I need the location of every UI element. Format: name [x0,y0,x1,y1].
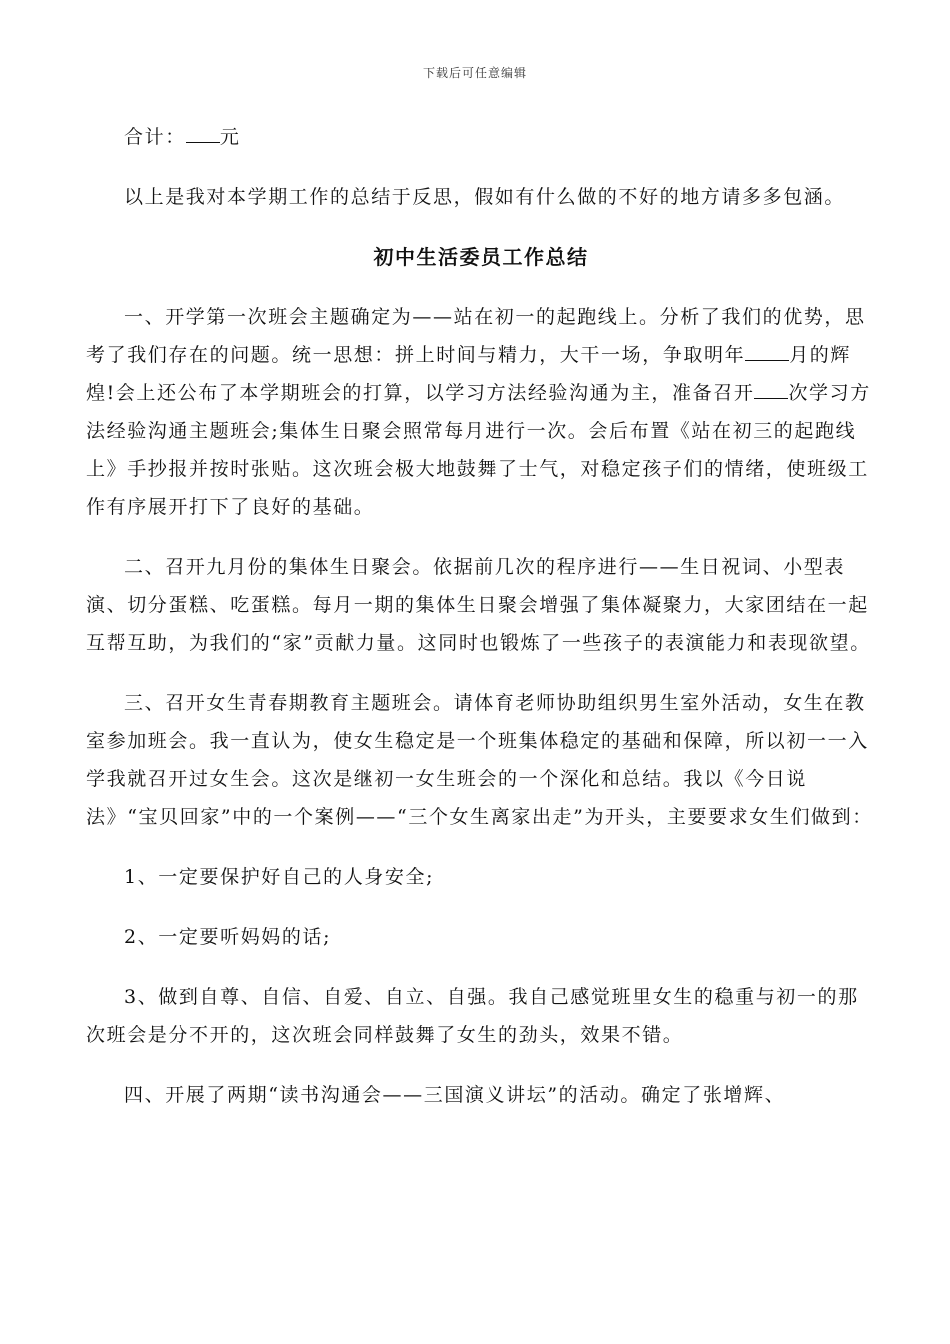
page-header: 下载后可任意编辑 [422,66,527,80]
count-blank [754,376,788,399]
paragraph-2: 二、召开九月份的集体生日聚会。依据前几次的程序进行——生日祝词、小型表演、切分蛋糕、吃蛋糕。每月一期的集体生日聚会增强了集体凝聚力，大家团结在一起互帮互助，为我们的“家”贡献力量。这同时也锻炼了一些孩子的表演能力和表现欲望。 [86,556,871,654]
paragraph-1-part-1: 一、开学第一次班会主题确定为——站在初一的起跑线上。分析了我们的优势，思考了我们存在的问题。统一思想：拼上时间与精力，大干一场，争取明年 [86,306,866,366]
paragraph-1 [86,298,876,526]
total-blank [186,120,220,143]
list-item-1: 1、一定要保护好自己的人身安全; [124,866,435,888]
paragraph-3: 三、召开女生青春期教育主题班会。请体育老师协助组织男生室外活动，女生在教室参加班会。我一直认为，使女生稳定是一个班集体稳定的基础和保障，所以初一一入学我就召开过女生会。这次是继初一女生班会的一个深化和总结。我以《今日说法》“宝贝回家”中的一个案例——“三个女生离家出走”为开头，主要要求女生们做到： [86,692,873,828]
document-body [86,118,876,1136]
paragraph-4: 四、开展了两期“读书沟通会——三国演义讲坛”的活动。确定了张增辉、 [124,1084,786,1106]
paragraph-1-part-3: 次学习方法经验沟通主题班会;集体生日聚会照常每月进行一次。会后布置《站在初三的起跑线上》手抄报并按时张贴。这次班会极大地鼓舞了士气，对稳定孩子们的情绪，使班级工作有序展开打下了良好的基础。 [86,382,871,518]
month-blank [745,338,789,361]
total-label: 合计： [124,126,186,148]
list-item-2: 2、一定要听妈妈的话; [124,926,332,948]
list-item-3: 3、做到自尊、自信、自爱、自立、自强。我自己感觉班里女生的稳重与初一的那次班会是分不开的，这次班会同样鼓舞了女生的劲头，效果不错。 [86,986,859,1046]
closing-paragraph: 以上是我对本学期工作的总结于反思，假如有什么做的不好的地方请多多包涵。 [124,186,846,208]
paragraph-1-part-2: 月的辉煌!会上还公布了本学期班会的打算，以学习方法经验沟通为主，准备召开 [86,344,852,404]
total-line [86,118,876,156]
section-title: 初中生活委员工作总结 [373,245,589,269]
total-suffix: 元 [219,126,241,148]
